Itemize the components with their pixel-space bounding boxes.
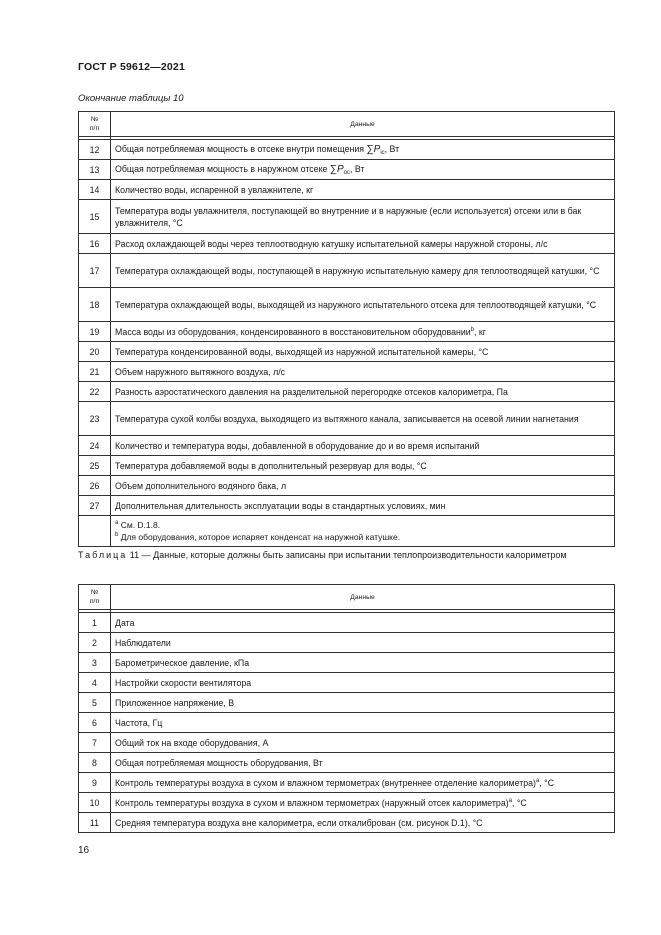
row-data: Средняя температура воздуха вне калориметра, если откалиброван (см. рисунок D.1), °С <box>111 813 615 833</box>
row-data: Количество воды, испаренной в увлажнителе, кг <box>111 180 615 200</box>
table-row <box>79 773 615 793</box>
row-number: 27 <box>79 496 111 516</box>
row-number: 11 <box>79 813 111 833</box>
table-row <box>79 753 615 773</box>
row-number: 19 <box>79 322 111 342</box>
table-row <box>79 456 615 476</box>
footnote-marker: b <box>470 326 475 333</box>
row-data: Частота, Гц <box>111 713 615 733</box>
table-row <box>79 234 615 254</box>
row-number: 24 <box>79 436 111 456</box>
row-text-suffix: , Вт <box>384 144 400 154</box>
row-number: 10 <box>79 793 111 813</box>
row-data: Приложенное напряжение, В <box>111 693 615 713</box>
table-row <box>79 496 615 516</box>
row-data: Температура воды увлажнителя, поступающей во внутренние и в наружные (если используется) отсеки или в бак увлажнителя, °С <box>111 200 615 234</box>
row-data: Температура охлаждающей воды, выходящей из наружного испытательного отсека для теплоотводящей катушки, °С <box>111 288 615 322</box>
row-number: 12 <box>79 140 111 160</box>
table-10 <box>78 111 615 547</box>
table-header-row <box>79 112 615 137</box>
table-row <box>79 382 615 402</box>
power-subscript: ic <box>380 150 385 156</box>
page-number: 16 <box>78 845 90 856</box>
row-number: 17 <box>79 254 111 288</box>
document-code: ГОСТ Р 59612—2021 <box>78 61 186 73</box>
row-data: Дополнительная длительность эксплуатации воды в стандартных условиях, мин <box>111 496 615 516</box>
table-row <box>79 180 615 200</box>
table-row <box>79 653 615 673</box>
row-data: Объем наружного вытяжного воздуха, л/с <box>111 362 615 382</box>
table-11-caption-text: 11 — Данные, которые должны быть записаны при испытании теплопроизводительности калориметром <box>127 550 567 560</box>
footnote <box>115 531 610 543</box>
table-header-row <box>79 585 615 610</box>
row-number: 7 <box>79 733 111 753</box>
row-number: 15 <box>79 200 111 234</box>
row-data <box>111 773 615 793</box>
table-row <box>79 713 615 733</box>
row-data: Объем дополнительного водяного бака, л <box>111 476 615 496</box>
row-number: 23 <box>79 402 111 436</box>
table-11-caption <box>78 549 614 561</box>
row-number: 4 <box>79 673 111 693</box>
row-text: Общая потребляемая мощность в отсеке внутри помещения <box>115 144 367 154</box>
row-number: 8 <box>79 753 111 773</box>
row-number: 13 <box>79 160 111 180</box>
table-row <box>79 673 615 693</box>
table-row <box>79 436 615 456</box>
row-number: 21 <box>79 362 111 382</box>
footnote-marker: a <box>535 777 540 784</box>
row-number: 5 <box>79 693 111 713</box>
row-text: Контроль температуры воздуха в сухом и влажном термометрах (наружный отсек калориметра) <box>115 797 509 808</box>
footnote-marker: a <box>508 797 512 804</box>
row-data: Барометрическое давление, кПа <box>111 653 615 673</box>
row-data <box>111 793 615 813</box>
row-data: Температура сухой колбы воздуха, выходящего из вытяжного канала, записывается на осевой линии нагнетания <box>111 402 615 436</box>
row-data: Наблюдатели <box>111 633 615 653</box>
table-row <box>79 160 615 180</box>
row-data: Общая потребляемая мощность оборудования, Вт <box>111 753 615 773</box>
footnote <box>115 519 610 531</box>
table-11-caption-word: Таблица <box>78 550 128 560</box>
footnote-text: См. D.1.8. <box>118 520 161 530</box>
table-row <box>79 613 615 633</box>
column-header-data: Данные <box>111 112 615 137</box>
row-number: 16 <box>79 234 111 254</box>
row-number: 6 <box>79 713 111 733</box>
row-data: Разность аэростатического давления на разделительной перегородке отсеков калориметра, Па <box>111 382 615 402</box>
row-text: Масса воды из оборудования, конденсированного в восстановительном оборудовании <box>115 326 471 337</box>
row-data <box>111 160 615 180</box>
row-number: 25 <box>79 456 111 476</box>
row-data: Дата <box>111 613 615 633</box>
row-data: Расход охлаждающей воды через теплоотводную катушку испытательной камеры наружной стороны, л/с <box>111 234 615 254</box>
row-number: 3 <box>79 653 111 673</box>
column-header-number: № п/п <box>79 585 111 610</box>
row-text: Контроль температуры воздуха в сухом и влажном термометрах (внутреннее отделение калориметра) <box>115 777 536 788</box>
table-row <box>79 342 615 362</box>
row-text-suffix: , кг <box>474 326 486 337</box>
table-row <box>79 633 615 653</box>
row-text-suffix: , Вт <box>350 164 365 174</box>
table-notes <box>111 516 615 547</box>
row-number: 18 <box>79 288 111 322</box>
sum-symbol: ∑ <box>329 164 337 175</box>
table-notes-row <box>79 516 615 547</box>
footnote-mark: a <box>115 520 119 526</box>
table-row <box>79 288 615 322</box>
row-data: Температура добавляемой воды в дополнительный резервуар для воды, °С <box>111 456 615 476</box>
table-row <box>79 813 615 833</box>
table-row <box>79 693 615 713</box>
table-10-continuation-label: Окончание таблицы 10 <box>78 93 184 104</box>
row-number: 2 <box>79 633 111 653</box>
row-number: 22 <box>79 382 111 402</box>
power-variable: P <box>373 144 381 155</box>
power-subscript: oc <box>343 170 351 176</box>
row-text: Общая потребляемая мощность в наружном отсеке <box>115 164 330 174</box>
table-11 <box>78 584 615 833</box>
table-row <box>79 140 615 160</box>
column-header-number: № п/п <box>79 112 111 137</box>
row-number: 14 <box>79 180 111 200</box>
table-row <box>79 200 615 234</box>
row-data <box>111 322 615 342</box>
table-row <box>79 402 615 436</box>
table-row <box>79 476 615 496</box>
row-number: 26 <box>79 476 111 496</box>
table-row <box>79 254 615 288</box>
table-row <box>79 322 615 342</box>
table-row <box>79 793 615 813</box>
footnote-text: Для оборудования, которое испаряет конденсат на наружной катушке. <box>118 532 401 542</box>
row-text-suffix: , °С <box>511 797 527 808</box>
row-data: Настройки скорости вентилятора <box>111 673 615 693</box>
row-data: Температура охлаждающей воды, поступающей в наружную испытательную камеру для теплоотводящей катушки, °С <box>111 254 615 288</box>
row-data: Общий ток на входе оборудования, А <box>111 733 615 753</box>
row-text-suffix: , °С <box>539 777 555 788</box>
column-header-data: Данные <box>111 585 615 610</box>
footnote-mark: b <box>115 532 119 538</box>
row-number: 20 <box>79 342 111 362</box>
row-number: 9 <box>79 773 111 793</box>
power-variable: P <box>337 164 344 175</box>
row-data: Количество и температура воды, добавленной в оборудование до и во время испытаний <box>111 436 615 456</box>
row-number: 1 <box>79 613 111 633</box>
table-row <box>79 362 615 382</box>
row-data <box>111 140 615 160</box>
table-row <box>79 733 615 753</box>
row-data: Температура конденсированной воды, выходящей из наружной испытательной камеры, °С <box>111 342 615 362</box>
sum-symbol: ∑ <box>366 144 374 155</box>
